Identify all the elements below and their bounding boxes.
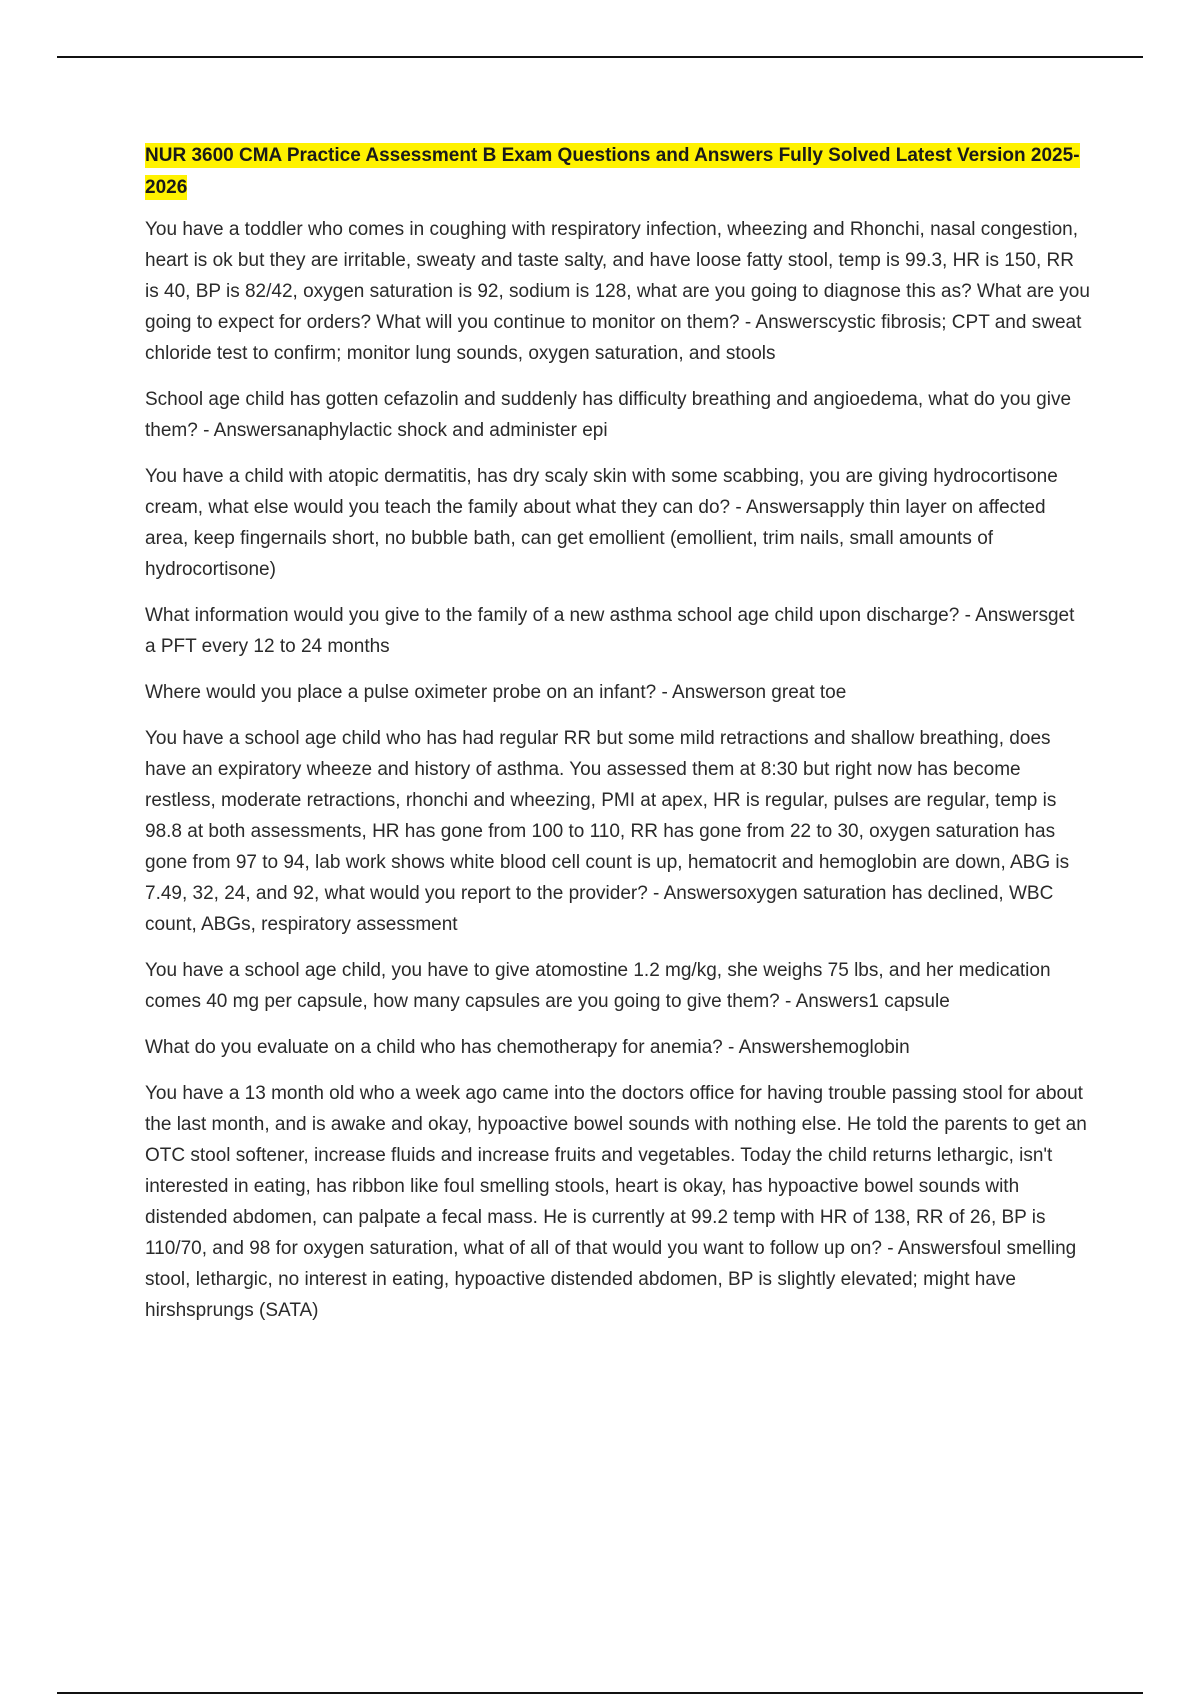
qa-item: What do you evaluate on a child who has chemotherapy for anemia? - Answershemoglobin bbox=[145, 1037, 910, 1058]
qa-item: You have a child with atopic dermatitis, has dry scaly skin with some scabbing, you are giving hydrocortisone cream, what else would you teach the family about what they can do? - Answersapply thin layer on affected area, keep fingernails short, no bubble bath, can get emollient (emollient, trim nails, small amounts of hydrocortisone) bbox=[145, 466, 1058, 580]
qa-item: You have a 13 month old who a week ago came into the doctors office for having trouble passing stool for about the last month, and is awake and okay, hypoactive bowel sounds with nothing else. He told the parents to get an OTC stool softener, increase fluids and increase fruits and vegetables. Today the child returns lethargic, isn't interested in eating, has ribbon like foul smelling stools, heart is okay, has hypoactive bowel sounds with distended abdomen, can palpate a fecal mass. He is currently at 99.2 temp with HR of 138, RR of 26, BP is 110/70, and 98 for oxygen saturation, what of all of that would you want to follow up on? - Answersfoul smelling stool, lethargic, no interest in eating, hypoactive distended abdomen, BP is slightly elevated; might have hirshsprungs (SATA) bbox=[145, 1083, 1087, 1321]
footer-rule bbox=[57, 1692, 1143, 1694]
qa-item: You have a school age child, you have to give atomostine 1.2 mg/kg, she weighs 75 lbs, and her medication comes 40 mg per capsule, how many capsules are you going to give them? - Answers1 capsule bbox=[145, 960, 1051, 1012]
document-body bbox=[145, 140, 1090, 1341]
qa-item: You have a school age child who has had regular RR but some mild retractions and shallow breathing, does have an expiratory wheeze and history of asthma. You assessed them at 8:30 but right now has become restless, moderate retractions, rhonchi and wheezing, PMI at apex, HR is regular, pulses are regular, temp is 98.8 at both assessments, HR has gone from 100 to 110, RR has gone from 22 to 30, oxygen saturation has gone from 97 to 94, lab work shows white blood cell count is up, hematocrit and hemoglobin are down, ABG is 7.49, 32, 24, and 92, what would you report to the provider? - Answersoxygen saturation has declined, WBC count, ABGs, respiratory assessment bbox=[145, 728, 1070, 935]
qa-item: Where would you place a pulse oximeter probe on an infant? - Answerson great toe bbox=[145, 682, 847, 703]
qa-item: School age child has gotten cefazolin and suddenly has difficulty breathing and angioedema, what do you give them? - Answersanaphylactic shock and administer epi bbox=[145, 389, 1072, 441]
header-rule bbox=[57, 56, 1143, 58]
qa-item: You have a toddler who comes in coughing with respiratory infection, wheezing and Rhonchi, nasal congestion, heart is ok but they are irritable, sweaty and taste salty, and have loose fatty stool, temp is 99.3, HR is 150, RR is 40, BP is 82/42, oxygen saturation is 92, sodium is 128, what are you going to diagnose this as? What are you going to expect for orders? What will you continue to monitor on them? - Answerscystic fibrosis; CPT and sweat chloride test to confirm; monitor lung sounds, oxygen saturation, and stools bbox=[145, 219, 1090, 364]
qa-item: What information would you give to the family of a new asthma school age child upon discharge? - Answersget a PFT every 12 to 24 months bbox=[145, 605, 1075, 657]
title-highlight: NUR 3600 CMA Practice Assessment B Exam Questions and Answers Fully Solved Latest Version 2025-2026 bbox=[145, 145, 1080, 198]
document-title bbox=[145, 140, 1090, 204]
